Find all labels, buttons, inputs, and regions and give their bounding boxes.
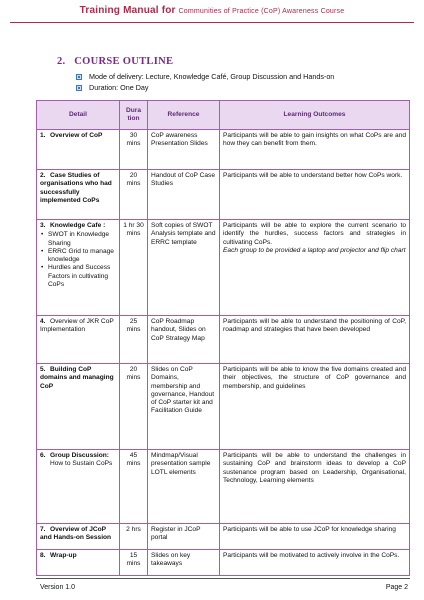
row-detail <box>37 316 120 364</box>
row-reference: Soft copies of SWOT Analysis template and ERRC template <box>148 220 220 316</box>
row-title: Overview of JKR CoP Implementation <box>40 318 114 334</box>
footer-version: Version 1.0 <box>40 584 76 591</box>
header-title-main: Training Manual for <box>79 5 176 16</box>
row-number: 3. <box>40 222 46 229</box>
row-outcome: Participants will be able to know the five domains created and their objectives, the structure of CoP governance and membership, and guidelines <box>220 364 410 450</box>
column-header-outcomes: Learning Outcomes <box>220 101 410 130</box>
row-reference: CoP awareness Presentation Slides <box>148 130 220 170</box>
row-reference: Register in JCoP portal <box>148 524 220 550</box>
row-duration: 15 mins <box>120 550 148 576</box>
outcome-note: Each group to be provided a laptop and projector and flip chart <box>223 246 406 254</box>
header-title <box>80 5 345 16</box>
row-reference: CoP Roadmap handout, Slides on CoP Strategy Map <box>148 316 220 364</box>
row-outcome: Participants will be able to gain insights on what CoPs are and how they can benefit from them. <box>220 130 410 170</box>
row-duration: 2 hrs <box>120 524 148 550</box>
bullet-text-duration: Duration: One Day <box>89 83 149 92</box>
row-title: Wrap-up <box>50 552 77 559</box>
row-title: Building CoP domains and managing CoP <box>40 366 114 390</box>
column-header-duration: Dura tion <box>120 101 148 130</box>
table-row <box>37 364 410 450</box>
row-title: Overview of JCoP and Hands-on Session <box>40 526 112 542</box>
row-title: Knowledge Cafe : <box>50 222 106 229</box>
footer-divider <box>36 578 410 579</box>
bullet-item <box>76 71 334 82</box>
row-title: Overview of CoP <box>50 132 103 139</box>
square-bullet-icon <box>76 85 82 91</box>
row-detail <box>37 524 120 550</box>
bullet-text-delivery: Mode of delivery: Lecture, Knowledge Café, Group Discussion and Hands-on <box>89 72 335 81</box>
table-row <box>37 450 410 524</box>
row-outcome <box>220 220 410 316</box>
row-duration: 20 mins <box>120 364 148 450</box>
row-detail <box>37 450 120 524</box>
row-outcome: Participants will be able to understand the positioning of CoP, roadmap and strategies that have been developed <box>220 316 410 364</box>
row-duration: 20 mins <box>120 170 148 220</box>
row-outcome: Participants will be able to use JCoP for knowledge sharing <box>220 524 410 550</box>
row-outcome: Participants will be motivated to actively involve in the CoPs. <box>220 550 410 576</box>
table-row <box>37 316 410 364</box>
outcome-text: Participants will be able to explore the current scenario to identify the hurdles, success factors and strategies in cultivating CoPs. <box>223 222 406 246</box>
row-reference: Slides on key takeaways <box>148 550 220 576</box>
row-detail <box>37 220 120 316</box>
row-outcome: Participants will be able to understand the challenges in sustaining CoP and brainstorm ideas to develop a CoP sustenance program based on Leadership, Organisational, Technology, Learning elements <box>220 450 410 524</box>
row-detail <box>37 130 120 170</box>
header-title-sub: Communities of Practice (CoP) Awareness Course <box>178 8 345 15</box>
row-number: 2. <box>40 172 46 179</box>
bullet-list <box>76 71 334 93</box>
section-heading <box>57 56 173 67</box>
table-row <box>37 524 410 550</box>
table-row <box>37 220 410 316</box>
row-outcome: Participants will be able to understand better how CoPs work. <box>220 170 410 220</box>
column-header-detail: Detail <box>37 101 120 130</box>
row-number: 1. <box>40 132 46 139</box>
page-header <box>0 0 424 24</box>
column-header-reference: Reference <box>148 101 220 130</box>
row-detail <box>37 550 120 576</box>
row-number: 5. <box>40 366 46 373</box>
row-title: Group Discussion: <box>50 452 109 459</box>
footer-page-number: Page 2 <box>385 584 408 591</box>
row-number: 6. <box>40 452 46 459</box>
header-divider <box>10 22 414 23</box>
row-reference: Handout of CoP Case Studies <box>148 170 220 220</box>
table-row <box>37 130 410 170</box>
section-number: 2. <box>57 56 66 67</box>
table-header-row <box>37 101 410 130</box>
bullet-item <box>76 82 334 93</box>
table-row <box>37 550 410 576</box>
sub-topic-item: • Hurdles and Success Factors in cultivating CoPs <box>40 264 116 289</box>
course-outline-table <box>36 100 410 576</box>
row-reference: Mindmap/Visual presentation sample LOTL elements <box>148 450 220 524</box>
row-subtitle: How to Sustain CoPs <box>50 460 113 468</box>
row-number: 7. <box>40 526 46 533</box>
row-number: 8. <box>40 552 46 559</box>
row-duration: 30 mins <box>120 130 148 170</box>
row-reference: Slides on CoP Domains, membership and governance, Handout of CoP starter kit and Facilitation Guide <box>148 364 220 450</box>
row-detail <box>37 364 120 450</box>
table-row <box>37 170 410 220</box>
row-number: 4. <box>40 318 46 325</box>
row-duration: 25 mins <box>120 316 148 364</box>
sub-topic-item: • ERRC Grid to manage knowledge <box>40 248 116 265</box>
row-title: Case Studies of organisations who had successfully implemented CoPs <box>40 172 112 204</box>
row-duration: 45 mins <box>120 450 148 524</box>
sub-topic-list <box>40 231 116 289</box>
section-title: COURSE OUTLINE <box>74 56 174 67</box>
sub-topic-item: • SWOT in Knowledge Sharing <box>40 231 116 248</box>
row-detail <box>37 170 120 220</box>
row-duration: 1 hr 30 mins <box>120 220 148 316</box>
square-bullet-icon <box>76 74 82 80</box>
